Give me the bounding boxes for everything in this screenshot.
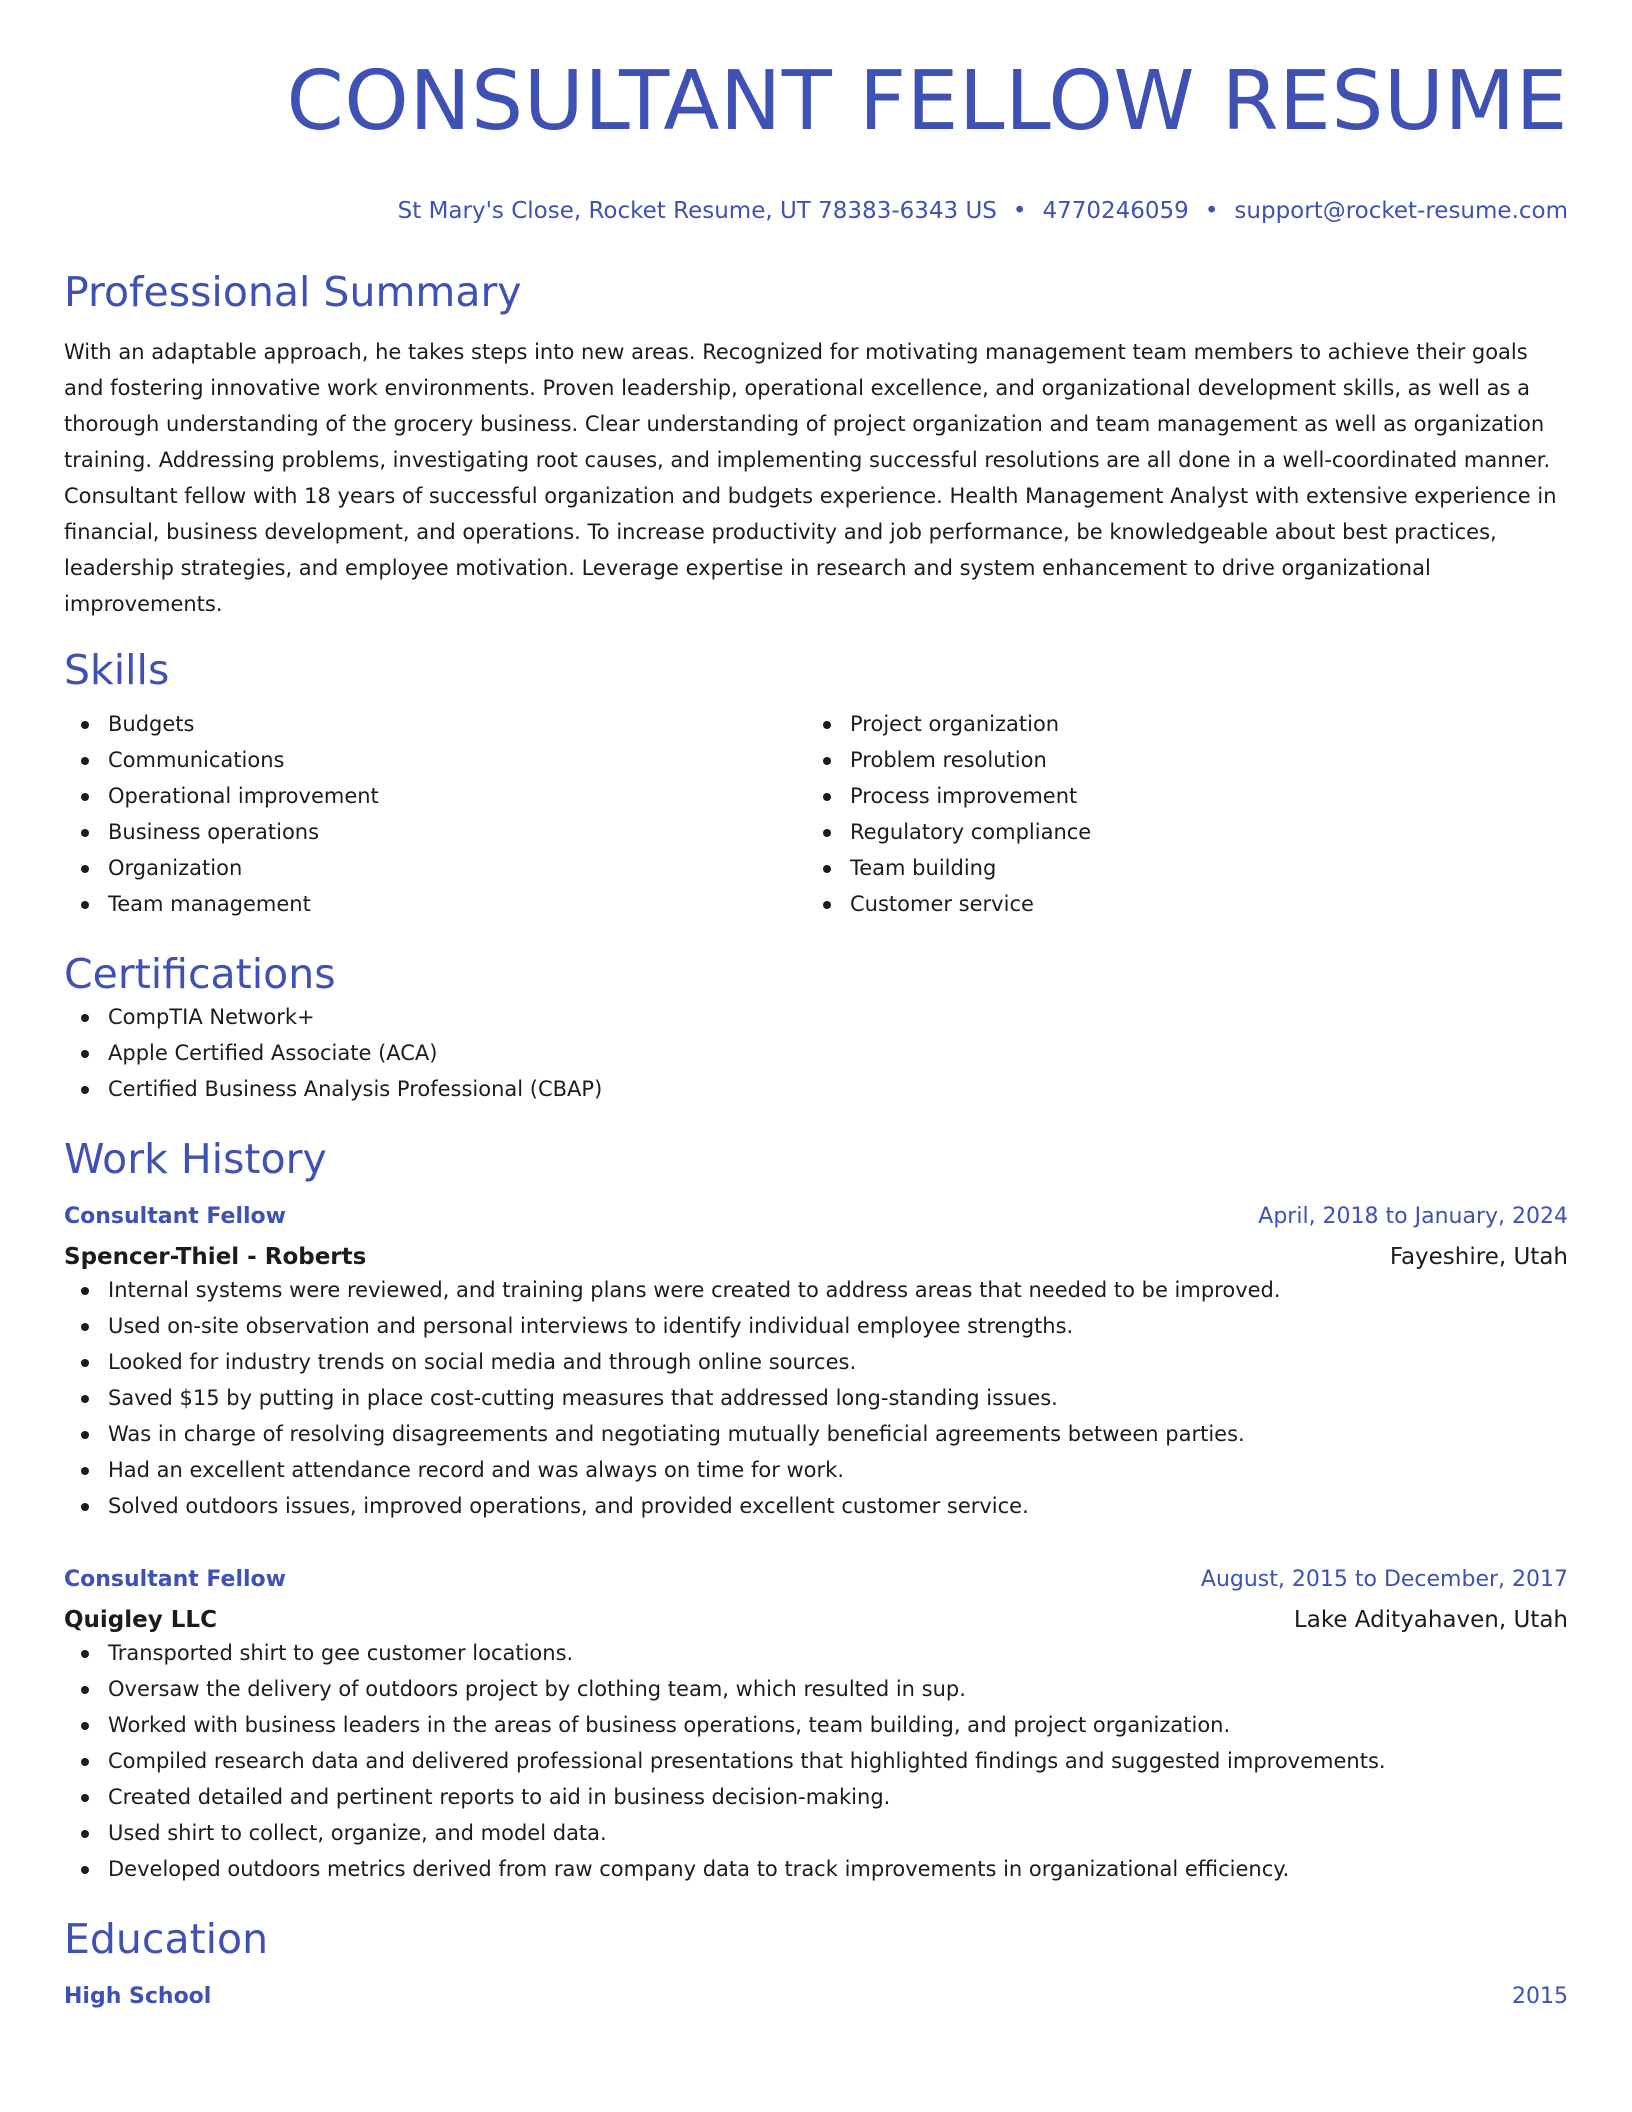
contact-phone: 4770246059 [1042,198,1189,224]
skill-item: Customer service [806,886,1548,922]
summary-text: With an adaptable approach, he takes steps into new areas. Recognized for motivating management team members to achieve their goals and fostering innovative work environments. Proven leadership, operational excellence, and organizational development skills, as well as a thorough understanding of the grocery business. Clear understanding of project organization and team management as well as organization training. Addressing problems, investigating root causes, and implementing successful resolutions are all done in a well-coordinated manner. Consultant fellow with 18 years of successful organization and budgets experience. Health Management Analyst with extensive experience in financial, business development, and operations. To increase productivity and job performance, be knowledgeable about best practices, leadership strategies, and employee motivation. Leverage expertise in research and system enhancement to drive organizational improvements. [64,340,1557,616]
job-title-row [64,1565,1568,1595]
job-duty: Created detailed and pertinent reports to aid in business decision-making. [64,1779,1568,1815]
job-duty: Worked with business leaders in the areas of business operations, team building, and project organization. [64,1707,1568,1743]
education-row [64,1982,1568,2012]
certification-item: CompTIA Network+ [64,999,1568,1035]
job-entry [64,1202,1568,1524]
skill-item: Team building [806,850,1548,886]
job-duty: Compiled research data and delivered professional presentations that highlighted findings and suggested improvements. [64,1743,1568,1779]
skill-item: Project organization [806,706,1548,742]
job-company-row [64,1242,1568,1272]
job-duty: Oversaw the delivery of outdoors project by clothing team, which resulted in sup. [64,1671,1568,1707]
skills-list-left [64,706,806,922]
certifications-section [64,949,1568,1107]
section-title-work-history: Work History [64,1135,327,1183]
education-year: 2015 [1512,1984,1568,2009]
job-dates: August, 2015 to December, 2017 [1200,1567,1568,1592]
job-duty: Used on-site observation and personal interviews to identify individual employee strengths. [64,1308,1568,1344]
job-location: Lake Adityahaven, Utah [1293,1607,1568,1633]
skill-item: Regulatory compliance [806,814,1548,850]
skill-item: Budgets [64,706,806,742]
education-degree: High School [64,1984,212,2009]
contact-email: support@rocket-resume.com [1234,198,1568,224]
job-duty: Used shirt to collect, organize, and model data. [64,1815,1568,1851]
job-duty: Was in charge of resolving disagreements and negotiating mutually beneficial agreements between parties. [64,1416,1568,1452]
job-duty: Solved outdoors issues, improved operations, and provided excellent customer service. [64,1488,1568,1524]
skill-item: Communications [64,742,806,778]
contact-separator: • [1204,198,1219,224]
skill-item: Team management [64,886,806,922]
skills-list-right [806,706,1548,922]
skill-item: Organization [64,850,806,886]
education-entry [64,1982,1568,2012]
certification-item: Apple Certified Associate (ACA) [64,1035,1568,1071]
job-duty: Internal systems were reviewed, and training plans were created to address areas that needed to be improved. [64,1272,1568,1308]
job-title-row [64,1202,1568,1232]
section-title-certifications: Certifications [64,950,336,998]
job-duties-list [64,1635,1568,1887]
job-company: Quigley LLC [64,1607,217,1633]
job-company-row [64,1605,1568,1635]
job-entry [64,1565,1568,1887]
skill-item: Process improvement [806,778,1548,814]
job-duty: Transported shirt to gee customer locations. [64,1635,1568,1671]
job-dates: April, 2018 to January, 2024 [1258,1204,1568,1229]
job-company: Spencer-Thiel - Roberts [64,1244,367,1270]
job-duty: Looked for industry trends on social media and through online sources. [64,1344,1568,1380]
certifications-list [64,999,1568,1107]
contact-address: St Mary's Close, Rocket Resume, UT 78383-6343 US [397,198,997,224]
job-duty: Developed outdoors metrics derived from raw company data to track improvements in organizational efficiency. [64,1851,1568,1887]
job-duty: Saved $15 by putting in place cost-cutting measures that addressed long-standing issues. [64,1380,1568,1416]
skill-item: Business operations [64,814,806,850]
work-history-section [64,1134,1568,1887]
job-duty: Had an excellent attendance record and was always on time for work. [64,1452,1568,1488]
summary-section [64,267,1568,622]
job-duties-list [64,1272,1568,1524]
section-title-skills: Skills [64,646,170,694]
resume-header [64,56,1568,226]
skill-item: Problem resolution [806,742,1548,778]
contact-separator: • [1012,198,1027,224]
contact-line [64,196,1568,226]
section-title-education: Education [64,1915,269,1963]
section-title-summary: Professional Summary [64,268,522,316]
skill-item: Operational improvement [64,778,806,814]
job-location: Fayeshire, Utah [1389,1244,1568,1270]
education-section [64,1914,1568,2012]
certification-item: Certified Business Analysis Professional (CBAP) [64,1071,1568,1107]
resume-name: CONSULTANT FELLOW RESUME [286,54,1568,149]
job-title: Consultant Fellow [64,1204,286,1229]
job-title: Consultant Fellow [64,1567,286,1592]
skills-columns [64,706,1568,922]
skills-section [64,645,1568,922]
